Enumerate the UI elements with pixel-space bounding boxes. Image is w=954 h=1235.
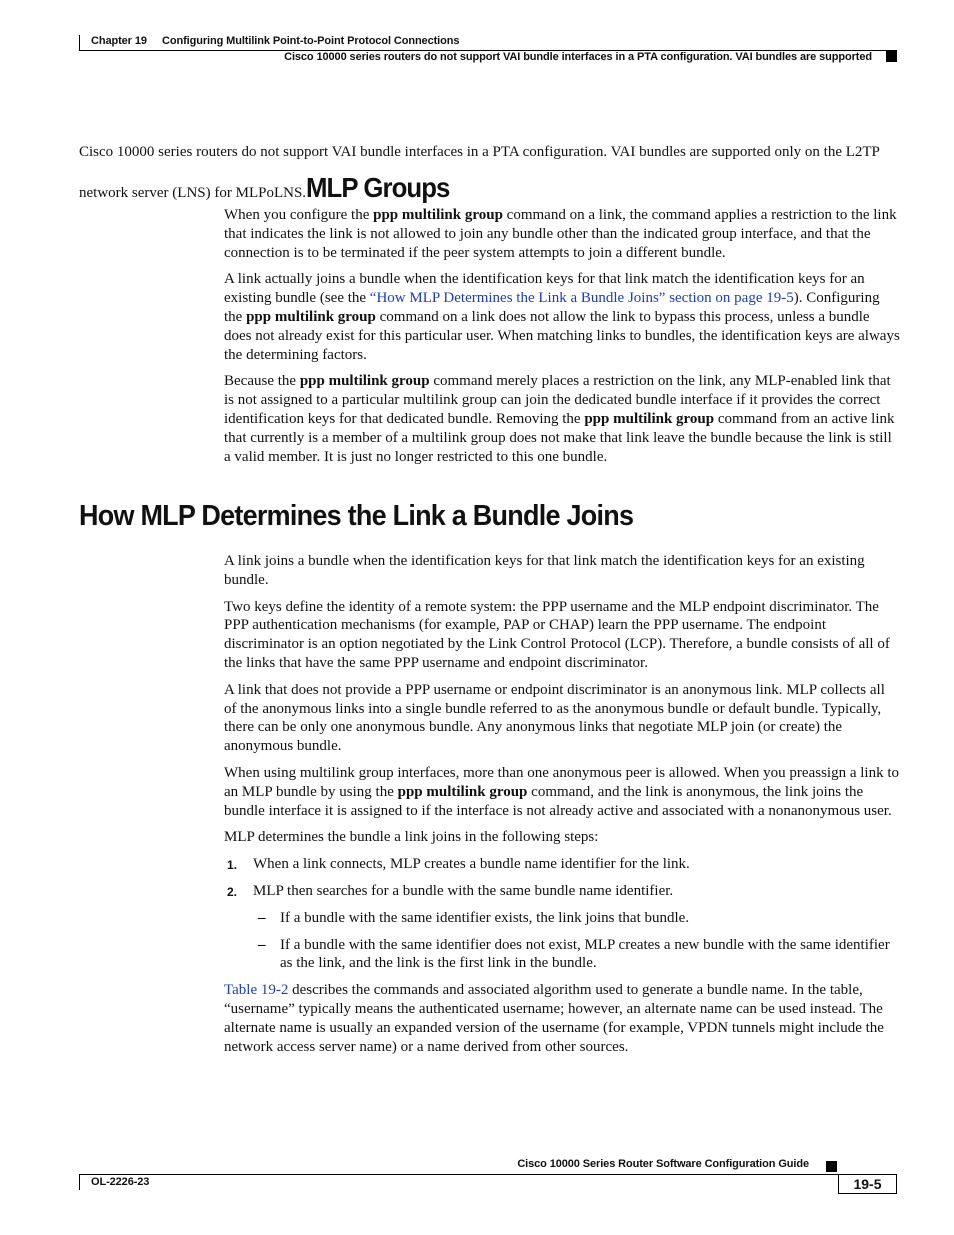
command-ppp-multilink-group: ppp multilink group <box>373 207 503 223</box>
sub-step-text: If a bundle with the same identifier does not exist, MLP creates a new bundle with the same identifier as the link, and the link is the first link in the bundle. <box>280 936 890 972</box>
command-ppp-multilink-group: ppp multilink group <box>246 308 376 325</box>
how-mlp-paragraph-2: Two keys define the identity of a remote system: the PPP username and the MLP endpoint discriminator. The PPP authentication mechanisms (for example, PAP or CHAP) learn the PPP username. The endpoint discriminator is an option negotiated by the Link Control Protocol (LCP). Therefore, a bundle consists of all of the links that have the same PPP username and endpoint discriminator. <box>224 598 890 671</box>
dash-bullet: – <box>258 909 266 926</box>
chapter-label: Chapter 19 <box>91 35 147 47</box>
sub-step-text: If a bundle with the same identifier exists, the link joins that bundle. <box>280 909 690 926</box>
step-text: MLP then searches for a bundle with the same bundle name identifier. <box>253 882 674 899</box>
chapter-title: Configuring Multilink Point-to-Point Protocol Connections <box>162 35 460 47</box>
command-ppp-multilink-group: ppp multilink group <box>397 783 528 800</box>
step-item <box>224 855 900 874</box>
step-text: When a link connects, MLP creates a bundle name identifier for the link. <box>253 856 690 873</box>
how-mlp-paragraph-1: A link joins a bundle when the identification keys for that link match the identification keys for an existing bundle. <box>224 553 865 588</box>
how-mlp-section <box>224 552 900 1064</box>
intro-text: Cisco 10000 series routers do not support VAI bundle interfaces in a PTA configuration. VAI bundles are supported only on the L2TP network server (LNS) for MLPoLNS. <box>79 144 880 201</box>
how-mlp-paragraph-5: MLP determines the bundle a link joins in the following steps: <box>224 829 599 846</box>
command-ppp-multilink-group: ppp multilink group <box>299 373 430 390</box>
running-head: Cisco 10000 series routers do not support VAI bundle interfaces in a PTA configuration. VAI bundles are supported <box>284 51 872 63</box>
how-mlp-paragraph-4: When using multilink group interfaces, more than one anonymous peer is allowed. When you preassign a link to an MLP bundle by using the ppp multilink group command, and the link is anonymous, the link joins the bundle interface it is assigned to if the interface is not already active and associated with a nonanonymous user. <box>224 764 899 819</box>
dash-bullet: – <box>258 936 266 953</box>
mlp-groups-paragraph-2: A link actually joins a bundle when the identification keys for that link match the identification keys for an existing bundle (see the “How MLP Determines the Link a Bundle Joins” section on page 19-5). Configuring the ppp multilink group command on a link does not allow the link to bypass this process, unless a bundle does not already exist for this particular user. When matching links to bundles, the identification keys are always the determining factors. <box>224 271 900 363</box>
step-number: 1. <box>227 858 238 873</box>
section-cross-reference-link[interactable]: “How MLP Determines the Link a Bundle Joins” section on page 19-5 <box>369 290 794 307</box>
page-number: 19-5 <box>838 1174 897 1194</box>
heading-mlp-groups: MLP Groups <box>306 172 450 203</box>
footer-doc-id: OL-2226-23 <box>91 1176 150 1188</box>
header-marker <box>886 51 897 62</box>
footer-guide-title: Cisco 10000 Series Router Software Configuration Guide <box>517 1158 809 1170</box>
step-item <box>224 882 900 901</box>
how-mlp-paragraph-3: A link that does not provide a PPP username or endpoint discriminator is an anonymous link. MLP collects all of the anonymous links into a single bundle referred to as the anonymous bundle or default bundle. Typically, there can be only one anonymous bundle. Any anonymous links that negotiate MLP join (or create) the anonymous bundle. <box>224 681 885 755</box>
sub-step-item <box>224 909 900 928</box>
heading-how-mlp-determines: How MLP Determines the Link a Bundle Joins <box>79 500 634 532</box>
mlp-groups-paragraph-3: Because the ppp multilink group command merely places a restriction on the link, any MLP-enabled link that is not assigned to a particular multilink group can join the dedicated bundle interface if it provides the correct identification keys for that dedicated bundle. Removing the ppp multilink group command from an active link that currently is a member of a multilink group does not make that link leave the bundle because the link is still a valid member. It is just no longer restricted to this one bundle. <box>224 373 895 465</box>
mlp-groups-section <box>224 206 900 474</box>
header-left-rule <box>79 35 80 51</box>
sub-step-item <box>224 936 900 974</box>
how-mlp-paragraph-6: Table 19-2 describes the commands and associated algorithm used to generate a bundle name. In the table, “username” typically means the authenticated username; however, an alternate name can be used instead. The alternate name is usually an expanded version of the username (for example, VPDN tunnels might include the network access server name) or a name derived from other sources. <box>224 982 884 1055</box>
intro-paragraph <box>79 134 899 211</box>
mlp-groups-paragraph-1: When you configure the ppp multilink group command on a link, the command applies a restriction to the link that indicates the link is not allowed to join any bundle other than the indicated group interface, and that the connection is to be terminated if the peer system attempts to join a different bundle. <box>224 207 897 261</box>
table-reference-link[interactable]: Table 19-2 <box>224 982 289 999</box>
footer-rule <box>79 1174 839 1175</box>
command-ppp-multilink-group: ppp multilink group <box>584 410 715 427</box>
step-number: 2. <box>227 884 238 899</box>
footer-left-rule <box>79 1174 80 1190</box>
footer-marker <box>826 1161 837 1172</box>
